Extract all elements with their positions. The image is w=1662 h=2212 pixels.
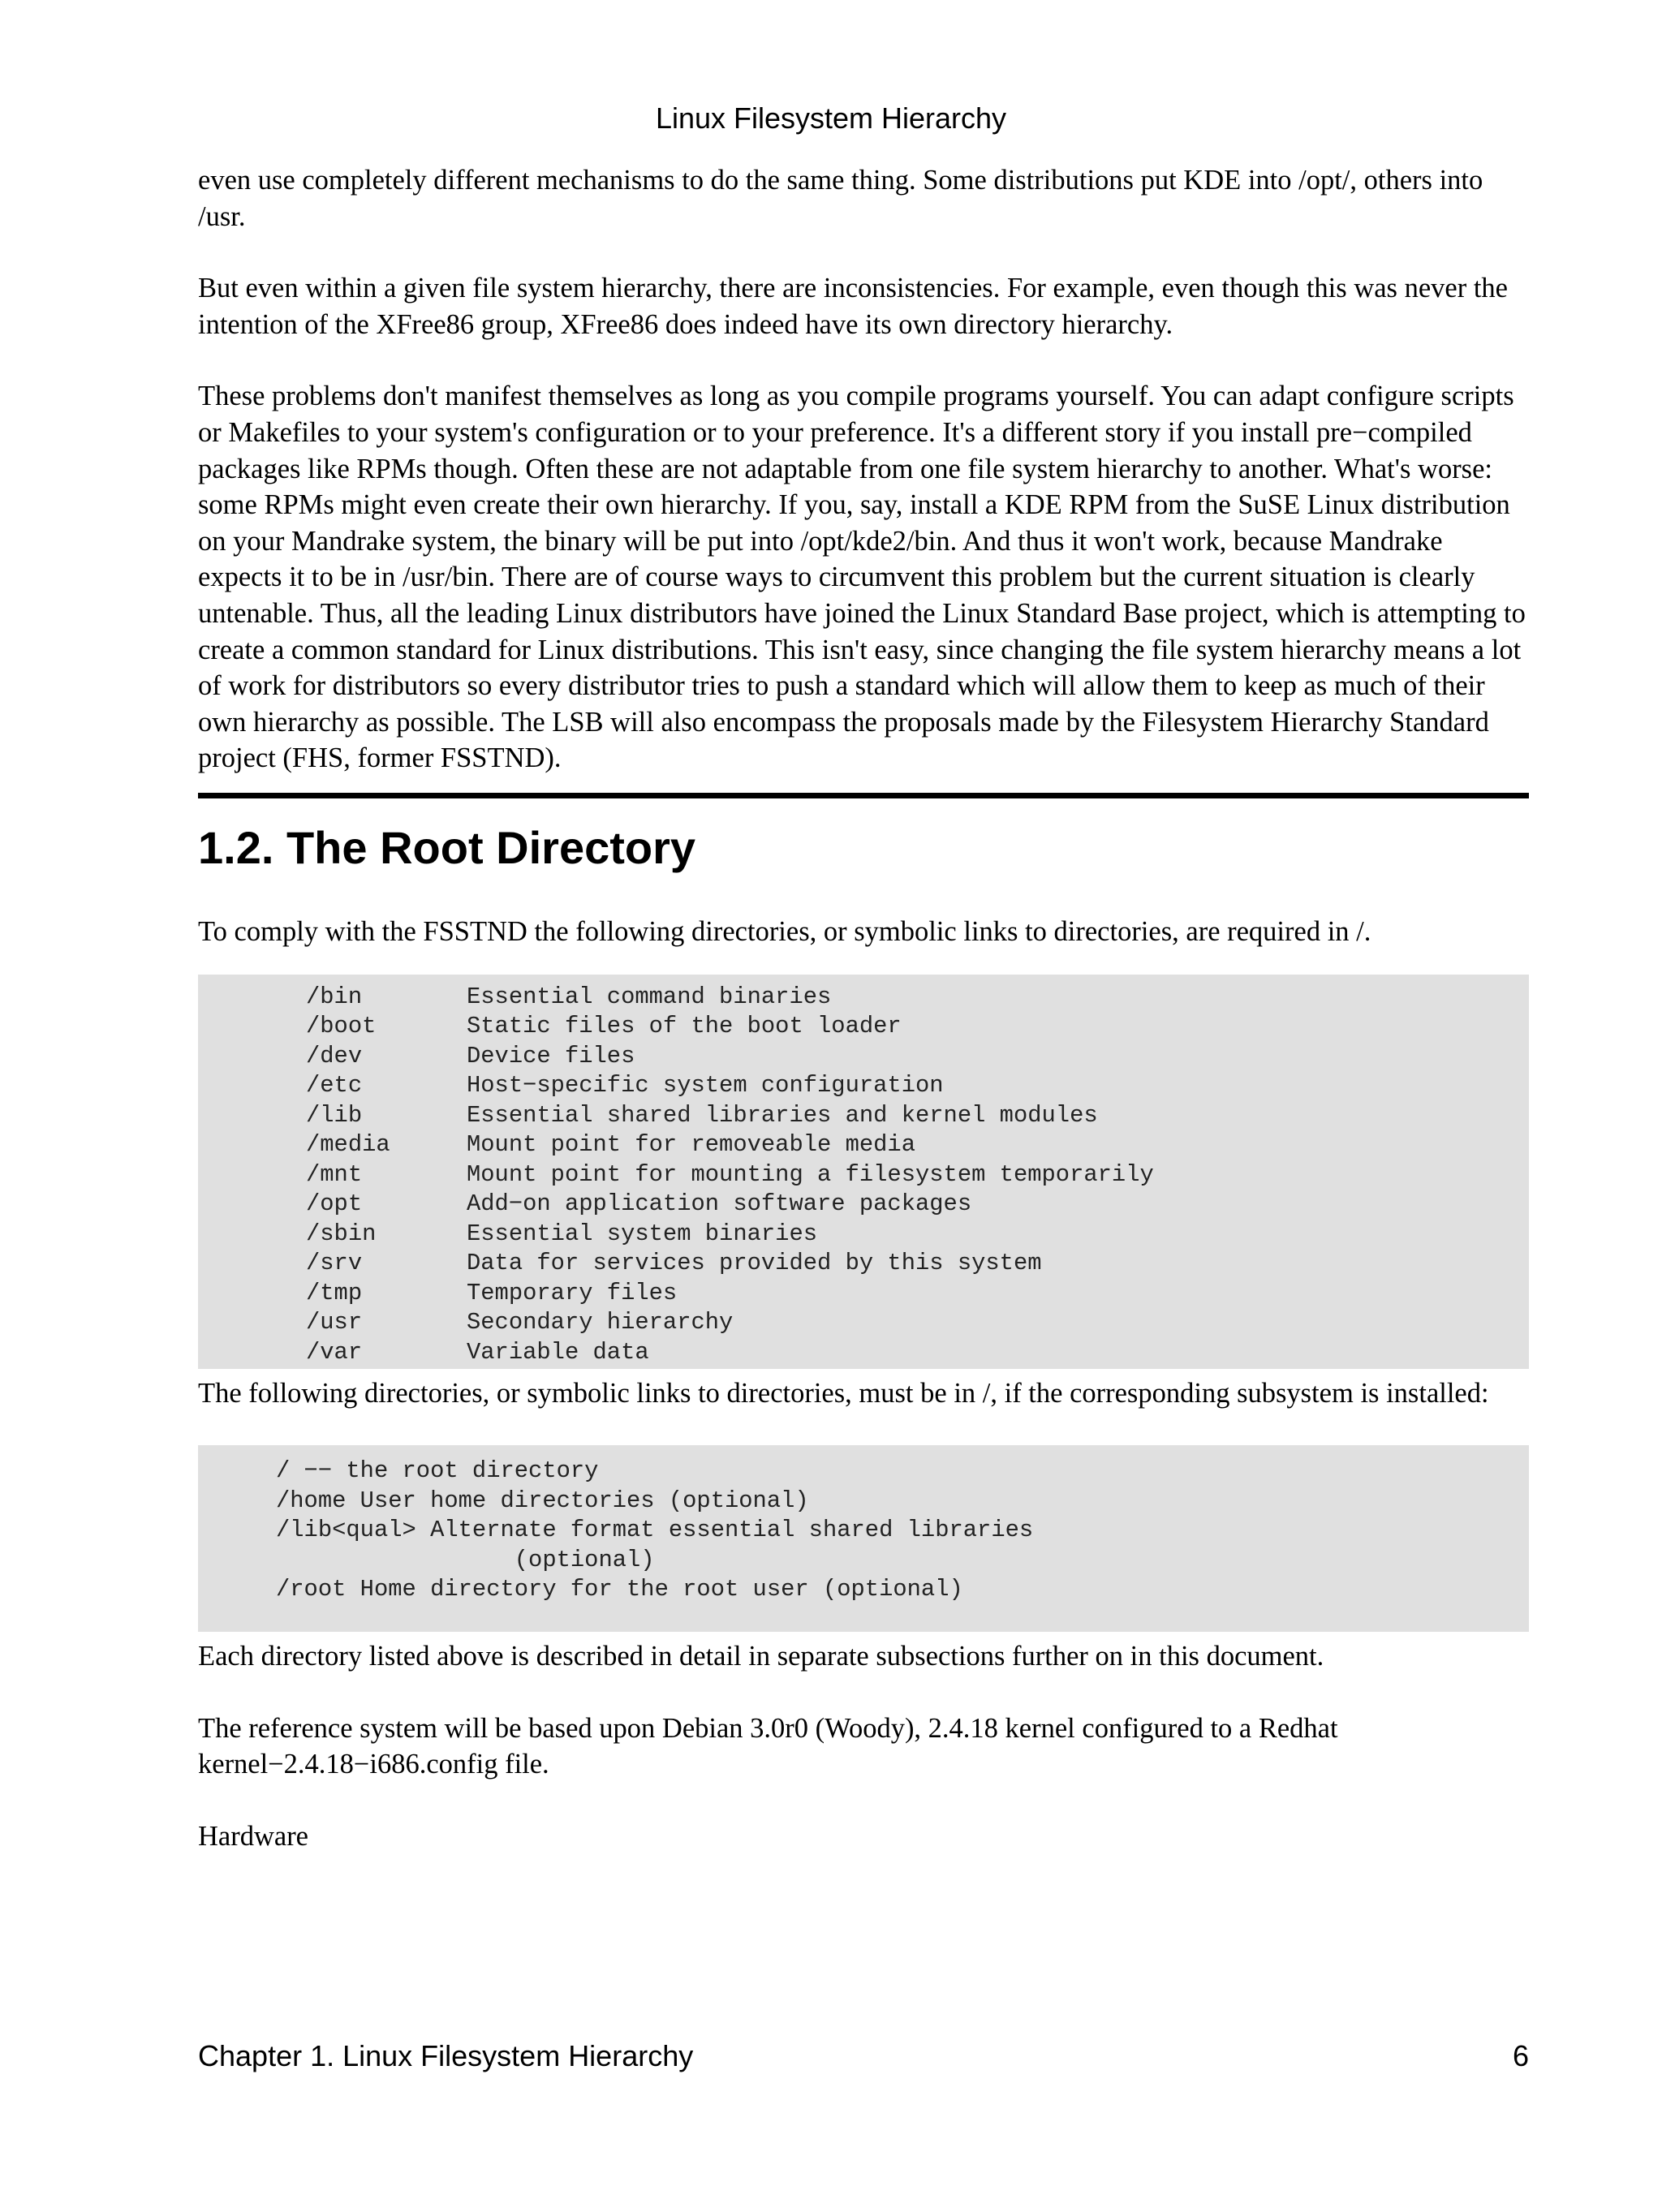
- code-row: [306, 1279, 1529, 1309]
- paragraph-hardware: Hardware: [198, 1820, 308, 1852]
- dir-path: /media: [306, 1131, 390, 1158]
- paragraph-xfree86: But even within a given file system hierarchy, there are inconsistencies. For example, even though this was never the intention of the XFree86 group, XFree86 does indeed have its own directory hierarchy.: [198, 273, 1508, 340]
- dir-description: Secondary hierarchy: [467, 1309, 734, 1336]
- page-number: 6: [1512, 2039, 1529, 2072]
- dir-description: Device files: [467, 1042, 635, 1069]
- code-row: [306, 1012, 1529, 1042]
- paragraph-kde-mechanisms: even use completely different mechanisms to do the same thing. Some distributions put KDE into /opt/, others into /usr.: [198, 165, 1483, 232]
- dir-description: Essential shared libraries and kernel modules: [467, 1101, 1098, 1129]
- dir-path: /tmp: [306, 1279, 363, 1306]
- dir-description: Essential system binaries: [467, 1220, 818, 1247]
- paragraph-reference-system: The reference system will be based upon Debian 3.0r0 (Woody), 2.4.18 kernel configured to a Redhat kernel−2.4.18−i686.config file.: [198, 1712, 1338, 1780]
- code-row: [306, 1101, 1529, 1131]
- running-header: Linux Filesystem Hierarchy: [655, 101, 1007, 135]
- code-row: [306, 1042, 1529, 1072]
- dir-path: /sbin: [306, 1220, 377, 1247]
- dir-description: Essential command binaries: [467, 983, 832, 1010]
- page-content: [198, 162, 1529, 1890]
- running-footer: [198, 2038, 1529, 2074]
- dir-description: Mount point for removeable media: [467, 1131, 915, 1158]
- section-title: 1.2. The Root Directory: [198, 821, 696, 873]
- dir-description: Temporary files: [467, 1279, 678, 1306]
- code-line: /root Home directory for the root user (optional): [276, 1576, 963, 1603]
- conditional-directories-listing: [198, 1445, 1529, 1632]
- section-intro: To comply with the FSSTND the following directories, or symbolic links to directories, are required in /.: [198, 915, 1371, 947]
- code-row: [306, 1190, 1529, 1220]
- code-line: /lib<qual> Alternate format essential shared libraries: [276, 1517, 1034, 1544]
- dir-description: Data for services provided by this system: [467, 1250, 1042, 1276]
- dir-path: /lib: [306, 1101, 363, 1129]
- conditional-intro: The following directories, or symbolic links to directories, must be in /, if the corresponding subsystem is installed:: [198, 1377, 1489, 1409]
- paragraph-detail: Each directory listed above is described in detail in separate subsections further on in this document.: [198, 1641, 1324, 1672]
- dir-description: Mount point for mounting a filesystem temporarily: [467, 1160, 1154, 1188]
- dir-path: /opt: [306, 1190, 363, 1217]
- code-line: / −− the root directory: [276, 1457, 599, 1485]
- section-divider: [198, 793, 1529, 798]
- code-row: [306, 1249, 1529, 1279]
- dir-path: /var: [306, 1338, 363, 1366]
- dir-path: /mnt: [306, 1160, 363, 1188]
- code-line: /home User home directories (optional): [276, 1487, 809, 1514]
- dir-path: /etc: [306, 1072, 363, 1099]
- code-row: [306, 1160, 1529, 1190]
- footer-chapter: Chapter 1. Linux Filesystem Hierarchy: [198, 2039, 694, 2072]
- dir-path: /usr: [306, 1309, 363, 1336]
- dir-path: /dev: [306, 1042, 363, 1069]
- code-row: [306, 1308, 1529, 1338]
- dir-path: /bin: [306, 983, 363, 1010]
- paragraph-lsb-problems: These problems don't manifest themselves as long as you compile programs yourself. You can adapt configure scripts or Makefiles to your system's configuration or to your preference. It's a different story if you install pre−compiled packages like RPMs though. Often these are not adaptable from one file system hierarchy to another. What's worse: some RPMs might even create their own hierarchy. If you, say, install a KDE RPM from the SuSE Linux distribution on your Mandrake system, the binary will be put into /opt/kde2/bin. And thus it won't work, because Mandrake expects it to be in /usr/bin. There are of course ways to circumvent this problem but the current situation is clearly untenable. Thus, all the leading Linux distributors have joined the Linux Standard Base project, which is attempting to create a common standard for Linux distributions. This isn't easy, since changing the file system hierarchy means a lot of work for distributors so every distributor tries to push a standard which will allow them to keep as much of their own hierarchy as possible. The LSB will also encompass the proposals made by the Filesystem Hierarchy Standard project (FHS, former FSSTND).: [198, 381, 1526, 774]
- dir-description: Static files of the boot loader: [467, 1013, 902, 1039]
- required-directories-listing: [198, 975, 1529, 1369]
- dir-path: /srv: [306, 1250, 363, 1276]
- dir-description: Host−specific system configuration: [467, 1072, 944, 1099]
- code-row: [306, 1071, 1529, 1101]
- code-row: [306, 1130, 1529, 1160]
- code-line: (optional): [276, 1546, 655, 1573]
- dir-path: /boot: [306, 1013, 377, 1039]
- code-row: [306, 1338, 1529, 1368]
- dir-description: Variable data: [467, 1338, 649, 1366]
- code-row: [306, 983, 1529, 1013]
- code-row: [306, 1220, 1529, 1250]
- dir-description: Add−on application software packages: [467, 1190, 972, 1217]
